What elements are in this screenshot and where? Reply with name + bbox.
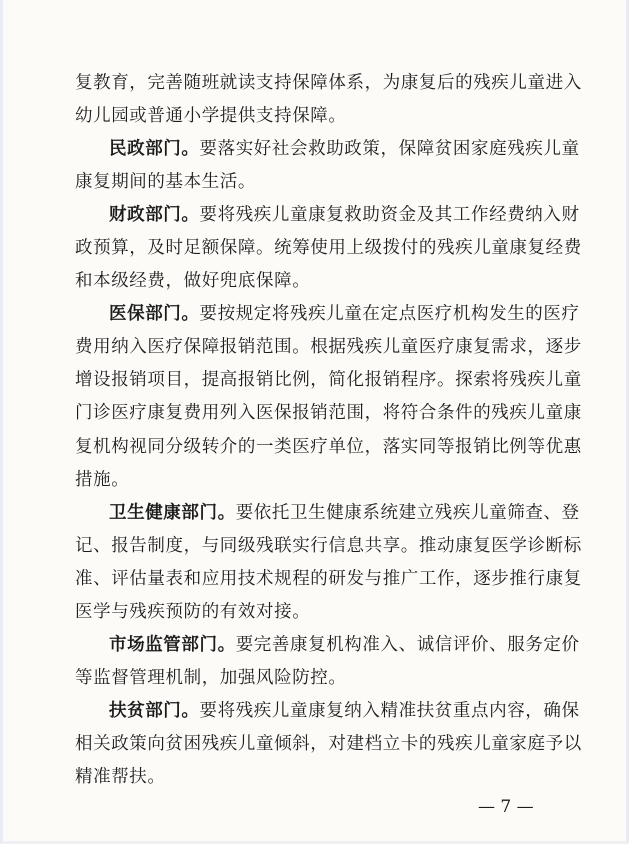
text-line: 和本级经费，做好兜底保障。 bbox=[75, 271, 311, 291]
text-run: 要将残疾儿童康复救助资金及其工作经费纳入财 bbox=[199, 205, 580, 225]
department-heading: 民政部门。 bbox=[109, 139, 200, 159]
department-heading: 卫生健康部门。 bbox=[109, 503, 236, 523]
text-line: 复机构视同分级转介的一类医疗单位，落实同等报销比例等优惠 bbox=[75, 437, 582, 457]
page-number: — 7 — bbox=[478, 797, 534, 817]
text-line: 准、评估量表和应用技术规程的研发与推广工作，逐步推行康复 bbox=[75, 569, 582, 589]
paragraph-first-line bbox=[109, 700, 580, 722]
paragraph-first-line bbox=[109, 204, 580, 226]
text-line: 幼儿园或普通小学提供支持保障。 bbox=[75, 106, 347, 126]
text-run: 要将残疾儿童康复纳入精准扶贫重点内容，确保 bbox=[199, 701, 580, 721]
text-line: 精准帮扶。 bbox=[75, 767, 166, 787]
text-line: 措施。 bbox=[75, 470, 130, 490]
department-heading: 财政部门。 bbox=[109, 205, 200, 225]
text-line: 医学与残疾预防的有效对接。 bbox=[75, 602, 311, 622]
department-heading: 扶贫部门。 bbox=[109, 701, 200, 721]
text-run: 要依托卫生健康系统建立残疾儿童筛查、登 bbox=[235, 503, 580, 523]
text-line: 记、报告制度，与同级残联实行信息共享。推动康复医学诊断标 bbox=[75, 536, 582, 556]
department-heading: 医保部门。 bbox=[109, 304, 200, 324]
text-line: 相关政策向贫困残疾儿童倾斜，对建档立卡的残疾儿童家庭予以 bbox=[75, 734, 582, 754]
paragraph-first-line bbox=[109, 502, 580, 524]
text-run: 要完善康复机构准入、诚信评价、服务定价 bbox=[235, 635, 580, 655]
text-line: 增设报销项目，提高报销比例，简化报销程序。探索将残疾儿童 bbox=[75, 370, 582, 390]
text-run: 要按规定将残疾儿童在定点医疗机构发生的医疗 bbox=[199, 304, 580, 324]
text-line: 康复期间的基本生活。 bbox=[75, 172, 256, 192]
paragraph-first-line bbox=[109, 138, 580, 160]
paragraph-first-line bbox=[109, 634, 580, 656]
text-run: 要落实好社会救助政策，保障贫困家庭残疾儿童 bbox=[199, 139, 580, 159]
text-line: 门诊医疗康复费用列入医保报销范围，将符合条件的残疾儿童康 bbox=[75, 403, 582, 423]
department-heading: 市场监管部门。 bbox=[109, 635, 236, 655]
paragraph-first-line bbox=[109, 303, 580, 325]
text-line: 政预算，及时足额保障。统筹使用上级拨付的残疾儿童康复经费 bbox=[75, 238, 582, 258]
text-line: 复教育，完善随班就读支持保障体系，为康复后的残疾儿童进入 bbox=[75, 73, 582, 93]
text-line: 等监督管理机制，加强风险防控。 bbox=[75, 668, 347, 688]
text-line: 费用纳入医疗保障报销范围。根据残疾儿童医疗康复需求，逐步 bbox=[75, 337, 582, 357]
